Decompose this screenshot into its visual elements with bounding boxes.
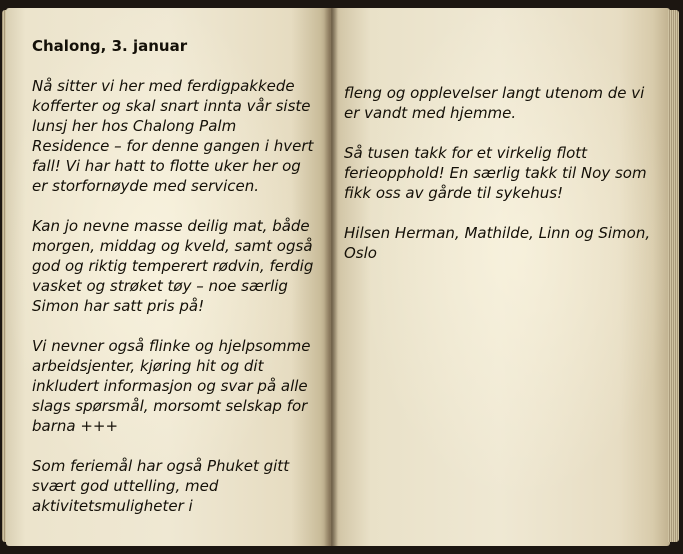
right-page-edges xyxy=(668,10,679,542)
paragraph-food-laundry: Kan jo nevne masse deilig mat, både morgen, middag og kveld, samt også god og riktig temperert rødvin, ferdig vasket og strøket tøy – noe særlig Simon har satt pris på! xyxy=(32,217,314,315)
entry-heading: Chalong, 3. januar xyxy=(32,37,188,55)
signature-line: Hilsen Herman, Mathilde, Linn og Simon, Oslo xyxy=(344,224,651,262)
book-spine xyxy=(324,8,338,546)
paragraph-phuket: Som feriemål har også Phuket gitt svært god uttelling, med aktivitetsmuligheter i xyxy=(32,457,290,515)
left-page xyxy=(6,8,330,546)
paragraph-checkout: Nå sitter vi her med ferdigpakkede kofferter og skal snart innta vår siste lunsj her hos Chalong Palm Residence – for denne gangen i hvert fall! Vi har hatt to flotte uker her og er storfornøyde med servicen. xyxy=(32,77,314,195)
paragraph-staff: Vi nevner også flinke og hjelpsomme arbeidsjenter, kjøring hit og dit inkludert informasjon og svar på alle slags spørsmål, morsomt selskap for barna +++ xyxy=(32,337,311,435)
paragraph-continuation: fleng og opplevelser langt utenom de vi er vandt med hjemme. xyxy=(344,84,645,122)
paragraph-thanks: Så tusen takk for et virkelig flott ferieopphold! En særlig takk til Noy som fikk oss av gårde til sykehus! xyxy=(344,144,647,202)
right-page xyxy=(330,8,670,546)
